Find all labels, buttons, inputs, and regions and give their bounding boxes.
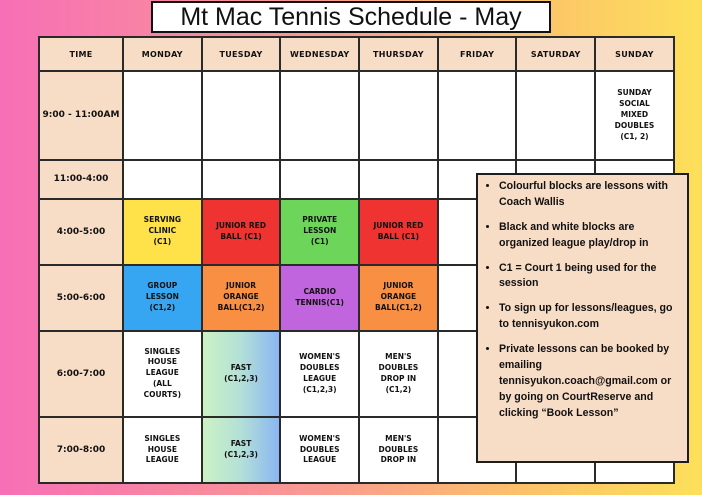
session-line: (C1, 2) — [620, 131, 649, 141]
session-line: DOUBLES — [299, 362, 340, 372]
note-item: • To sign up for lessons/leagues, go to tennisyukon.com — [499, 301, 680, 333]
page-title: Mt Mac Tennis Schedule - May — [151, 1, 551, 33]
session-line: MEN'S — [385, 433, 412, 443]
session-line: BALL (C1) — [220, 231, 262, 241]
session-line: WOMEN'S — [299, 352, 341, 362]
session-line: DOUBLES — [378, 444, 419, 454]
note-item: • Black and white blocks are organized league play/drop in — [499, 220, 680, 252]
session-cell-sunday — [595, 71, 674, 160]
time-cell: 5:00-6:00 — [39, 265, 123, 331]
session-cell-wednesday — [280, 417, 359, 483]
session-cell-wednesday — [280, 71, 359, 160]
session-cell-wednesday — [280, 331, 359, 418]
session-cell-wednesday — [280, 199, 359, 265]
session-line: (C1,2,3) — [302, 384, 337, 394]
session-cell-thursday — [359, 199, 438, 265]
header-sunday: SUNDAY — [595, 37, 674, 71]
session-line: ORANGE — [380, 292, 417, 302]
session-cell-monday — [123, 160, 202, 199]
session-line: MEN'S — [385, 352, 412, 362]
time-cell: 4:00-5:00 — [39, 199, 123, 265]
session-line: SINGLES — [144, 346, 181, 356]
header-row — [39, 37, 674, 71]
session-cell-thursday — [359, 265, 438, 331]
session-cell-thursday — [359, 160, 438, 199]
session-cell-tuesday — [202, 331, 281, 418]
header-tuesday: TUESDAY — [202, 37, 281, 71]
header-monday: MONDAY — [123, 37, 202, 71]
session-line: (C1,2) — [149, 303, 176, 312]
session-line: LEAGUE — [145, 455, 179, 465]
session-line: JUNIOR RED — [216, 220, 266, 230]
session-line: DROP IN — [380, 373, 417, 383]
session-line: LESSON — [145, 292, 179, 302]
session-cell-monday — [123, 331, 202, 418]
session-line: FAST — [230, 439, 252, 449]
session-line: PRIVATE — [302, 215, 338, 225]
session-cell-thursday — [359, 331, 438, 418]
session-cell-saturday — [516, 71, 595, 160]
session-line: TENNIS(C1) — [295, 297, 344, 307]
session-line: (C1) — [310, 237, 329, 247]
session-line: JUNIOR RED — [373, 220, 424, 230]
session-cell-tuesday — [202, 417, 281, 483]
session-line: CLINIC — [148, 226, 177, 236]
session-line: (ALL — [152, 379, 172, 389]
session-cell-monday — [123, 417, 202, 483]
note-item: • C1 = Court 1 being used for the session — [499, 261, 680, 293]
time-cell: 11:00-4:00 — [39, 160, 123, 199]
session-line: DOUBLES — [614, 120, 655, 130]
session-cell-tuesday — [202, 199, 281, 265]
session-cell-tuesday — [202, 71, 281, 160]
session-cell-tuesday — [202, 160, 281, 199]
session-line: SUNDAY — [617, 88, 652, 98]
session-line: LEAGUE — [303, 455, 337, 465]
session-cell-wednesday — [280, 160, 359, 199]
session-line: LEAGUE — [145, 368, 179, 378]
session-line: SOCIAL — [619, 98, 650, 108]
header-thursday: THURSDAY — [359, 37, 438, 71]
session-line: SERVING — [143, 215, 181, 225]
session-cell-wednesday — [280, 265, 359, 331]
time-cell: 9:00 - 11:00AM — [39, 71, 123, 160]
header-friday: FRIDAY — [438, 37, 517, 71]
note-item: • Private lessons can be booked by emailing tennisyukon.coach@gmail.com or by going on CourtReserve and clicking “Book Lesson” — [499, 342, 680, 421]
note-item: • Colourful blocks are lessons with Coach Wallis — [499, 179, 680, 211]
session-cell-monday — [123, 71, 202, 160]
session-line: (C1,2,3) — [224, 450, 258, 460]
notes-box — [476, 173, 689, 463]
header-wednesday: WEDNESDAY — [280, 37, 359, 71]
time-cell: 6:00-7:00 — [39, 331, 123, 418]
session-line: DOUBLES — [299, 444, 340, 454]
session-line: JUNIOR — [225, 281, 257, 291]
session-line: COURTS) — [143, 390, 182, 400]
session-line: FAST — [230, 362, 252, 372]
session-line: DOUBLES — [378, 362, 419, 372]
session-line: (C1,2) — [385, 384, 412, 394]
session-line: JUNIOR — [383, 281, 414, 291]
session-line: LEAGUE — [303, 373, 337, 383]
session-cell-monday — [123, 199, 202, 265]
session-line: MIXED — [620, 109, 649, 119]
session-cell-thursday — [359, 71, 438, 160]
session-line: (C1,2,3) — [224, 373, 258, 383]
time-cell: 7:00-8:00 — [39, 417, 123, 483]
session-line: SINGLES — [144, 433, 181, 443]
session-line: LESSON — [303, 226, 337, 236]
header-time: TIME — [39, 37, 123, 71]
session-line: HOUSE — [147, 444, 177, 454]
session-line: (C1) — [153, 237, 172, 247]
session-cell-thursday — [359, 417, 438, 483]
session-line: BALL (C1) — [377, 231, 420, 241]
session-cell-tuesday — [202, 265, 281, 331]
session-line: DROP IN — [380, 455, 417, 465]
header-saturday: SATURDAY — [516, 37, 595, 71]
session-line: BALL(C1,2) — [217, 303, 265, 312]
schedule-row — [39, 71, 674, 160]
notes-list — [485, 179, 680, 422]
session-line: WOMEN'S — [299, 433, 341, 443]
session-cell-friday — [438, 71, 517, 160]
session-cell-monday — [123, 265, 202, 331]
session-line: HOUSE — [147, 357, 177, 367]
session-line: CARDIO — [303, 286, 336, 296]
session-line: GROUP — [147, 281, 178, 291]
session-line: BALL(C1,2) — [375, 303, 422, 312]
session-line: ORANGE — [223, 292, 259, 302]
